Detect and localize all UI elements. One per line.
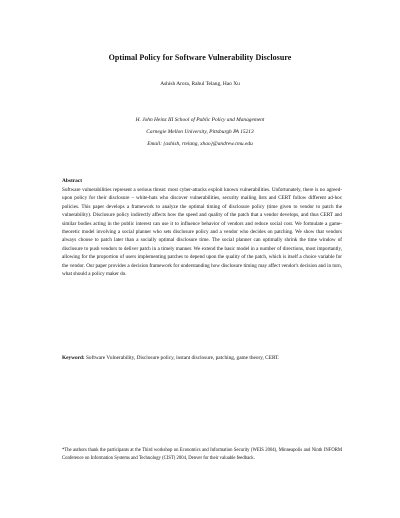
paper-title: Optimal Policy for Software Vulnerability Disclosure — [108, 53, 292, 62]
keywords-block — [62, 354, 342, 363]
keywords-text: Software Vulnerability, Disclosure policy, instant disclosure, patching, game theory, CERT. — [85, 355, 280, 361]
author-list: Ashish Arora, Rahul Telang, Hao Xu — [160, 81, 240, 87]
affiliation-university: Carnegie Mellon University, Pittsburgh PA 15213 — [146, 129, 254, 135]
affiliation-email: Email: {ashish, rtelang, xhao}@andrew.cmu.edu — [147, 141, 253, 147]
affiliation-block — [0, 114, 400, 150]
keywords-label: Keyword: — [62, 355, 85, 361]
affiliation-school: H. John Heinz III School of Public Policy and Management — [135, 117, 265, 123]
abstract-heading: Abstract — [62, 178, 83, 184]
footnote: *The authors thank the participants at the Third workshop on Economics and Information Security (WEIS 2004), Minneapolis and Ninth INFORM Conference on Information Systems and Technology (CIST) 2004, Denver for their valuable feedback. — [62, 448, 342, 461]
abstract-body: Software vulnerabilities represent a serious threat: most cyber-attacks exploit known vulnerabilities. Unfortunately, there is no agreed-upon policy for their disclosure – white-hats who discover vulnerabilities, security mailing lists and CERT follow different ad-hoc policies. This paper develops a framework to analyze the optimal timing of disclosure policy (time given to vendor to patch the vulnerability). Disclosure policy indirectly affects how the speed and quality of the patch that a vendor develops, and thus CERT and similar bodies acting in the public interest can use it to influence behavior of vendors and reduce social cost. We formulate a game-theoretic model involving a social planner who sets disclosure policy and a vendor who decides on patching. We show that vendors always choose to patch later than a socially optimal disclosure time. The social planner can optimally shrink the time window of disclosure to push vendors to deliver patch in a timely manner. We extend the basic model in a number of directions, most importantly, allowing for the proportion of users implementing patches to depend upon the quality of the patch, which is itself a choice variable for the vendor. Our paper provides a decision framework for understanding how disclosure timing may affect vendor's decision and in turn, what should a policy maker do. — [62, 187, 342, 278]
